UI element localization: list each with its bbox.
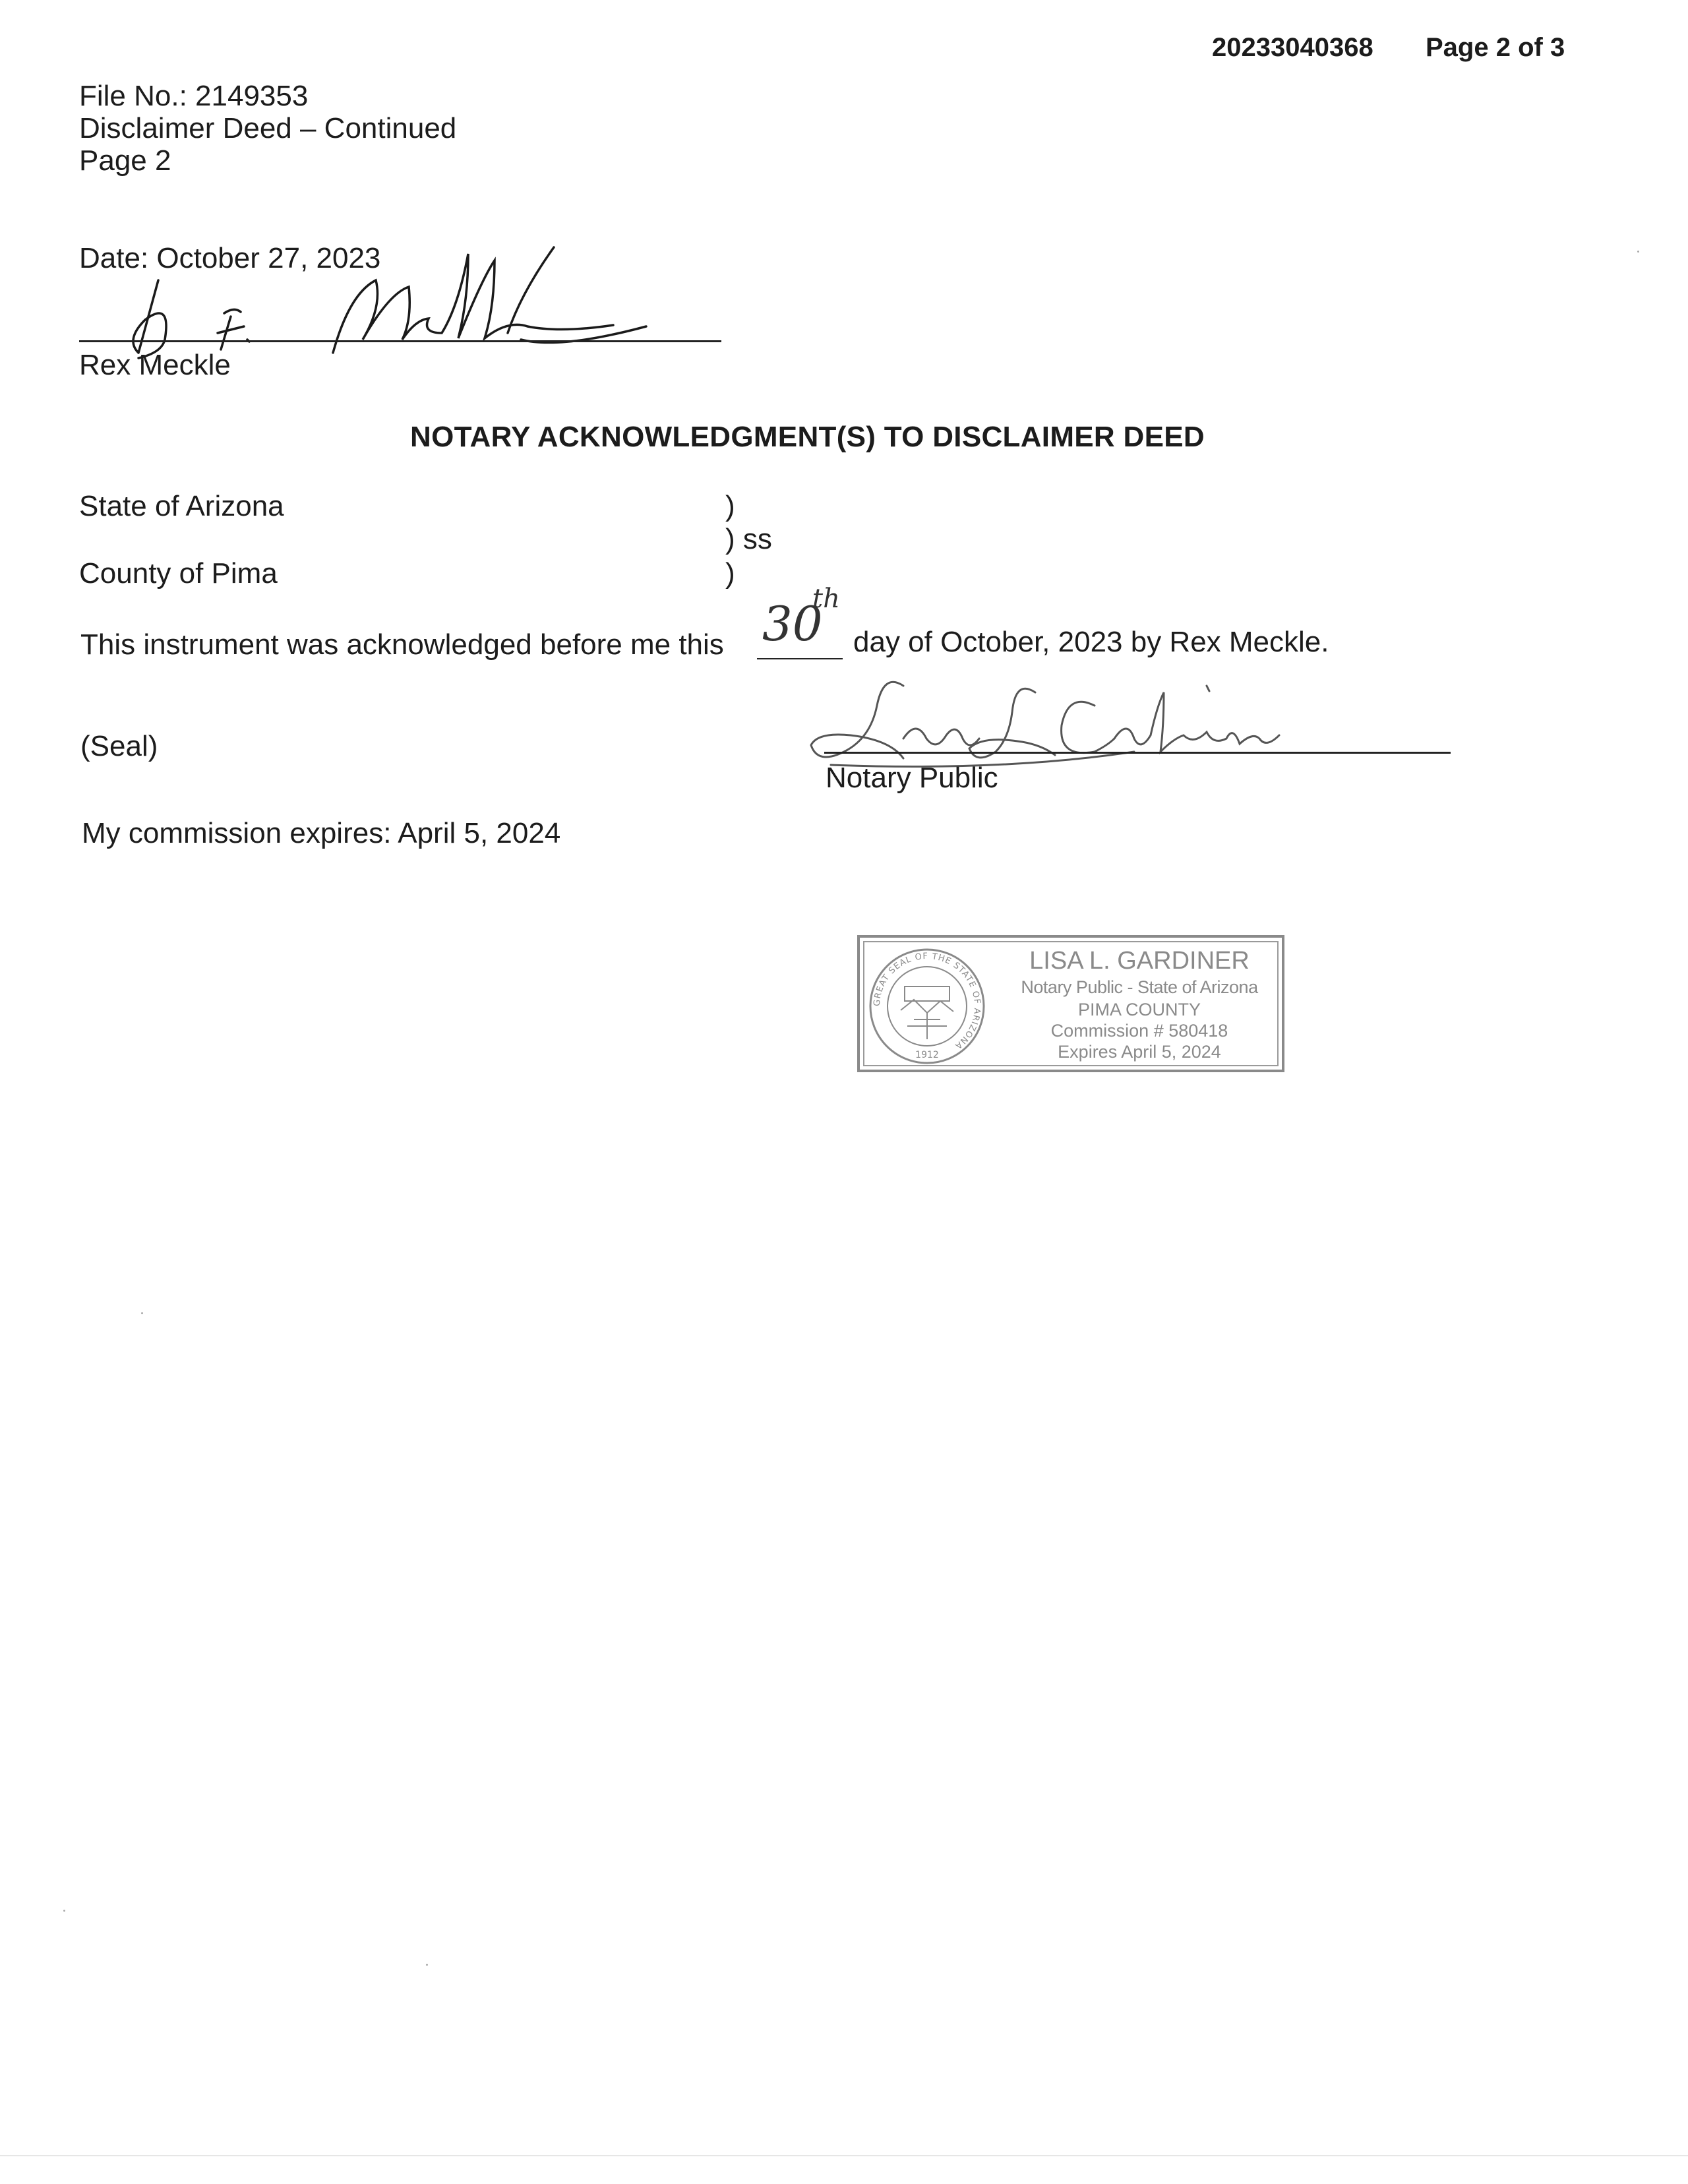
- acknowledgment-day-suffix: th: [812, 584, 840, 614]
- svg-text:GREAT SEAL OF THE STATE OF ARI: GREAT SEAL OF THE STATE OF ARIZONA: [872, 951, 982, 1051]
- svg-text:1912: 1912: [915, 1050, 939, 1060]
- acknowledgment-text-end: day of October, 2023 by Rex Meckle.: [853, 626, 1329, 658]
- stamp-expiration: Expires April 5, 2024: [1058, 1042, 1221, 1062]
- stamp-commission-number: Commission # 580418: [1050, 1021, 1228, 1041]
- document-title: Disclaimer Deed – Continued: [79, 112, 457, 144]
- acknowledgment-day: 30: [762, 596, 823, 652]
- arizona-seal-icon: [868, 947, 986, 1066]
- page-indicator: Page 2 of 3: [1426, 33, 1565, 62]
- stamp-county: PIMA COUNTY: [1077, 1000, 1201, 1019]
- day-blank-line: [757, 658, 843, 659]
- notary-signature-line: [824, 752, 1451, 754]
- stamp-notary-name: LISA L. GARDINER: [1029, 947, 1250, 975]
- scan-speck: [1637, 251, 1639, 253]
- venue-paren-top: ): [725, 490, 735, 522]
- scan-speck: [141, 1312, 143, 1314]
- seal-label: (Seal): [80, 730, 158, 762]
- notary-stamp: [857, 935, 1284, 1072]
- page-number: Page 2: [79, 144, 171, 177]
- signature-date: Date: October 27, 2023: [79, 242, 381, 274]
- venue-ss: ) ss: [725, 523, 772, 555]
- stamp-notary-title: Notary Public - State of Arizona: [1021, 977, 1258, 997]
- notary-public-label: Notary Public: [826, 762, 998, 794]
- grantor-signature-line: [79, 340, 721, 342]
- venue-state: State of Arizona: [79, 490, 284, 522]
- commission-expiration: My commission expires: April 5, 2024: [82, 817, 561, 849]
- recording-number: 20233040368: [1212, 33, 1373, 62]
- venue-county: County of Pima: [79, 557, 278, 590]
- scan-edge: [0, 2155, 1688, 2156]
- file-number: File No.: 2149353: [79, 80, 309, 112]
- venue-paren-bottom: ): [725, 557, 735, 590]
- scan-speck: [426, 1964, 428, 1966]
- scan-speck: [63, 1910, 65, 1912]
- grantor-name: Rex Meckle: [79, 349, 231, 381]
- acknowledgment-text: This instrument was acknowledged before me this: [80, 628, 724, 661]
- notary-section-title: NOTARY ACKNOWLEDGMENT(S) TO DISCLAIMER DEED: [410, 421, 1205, 453]
